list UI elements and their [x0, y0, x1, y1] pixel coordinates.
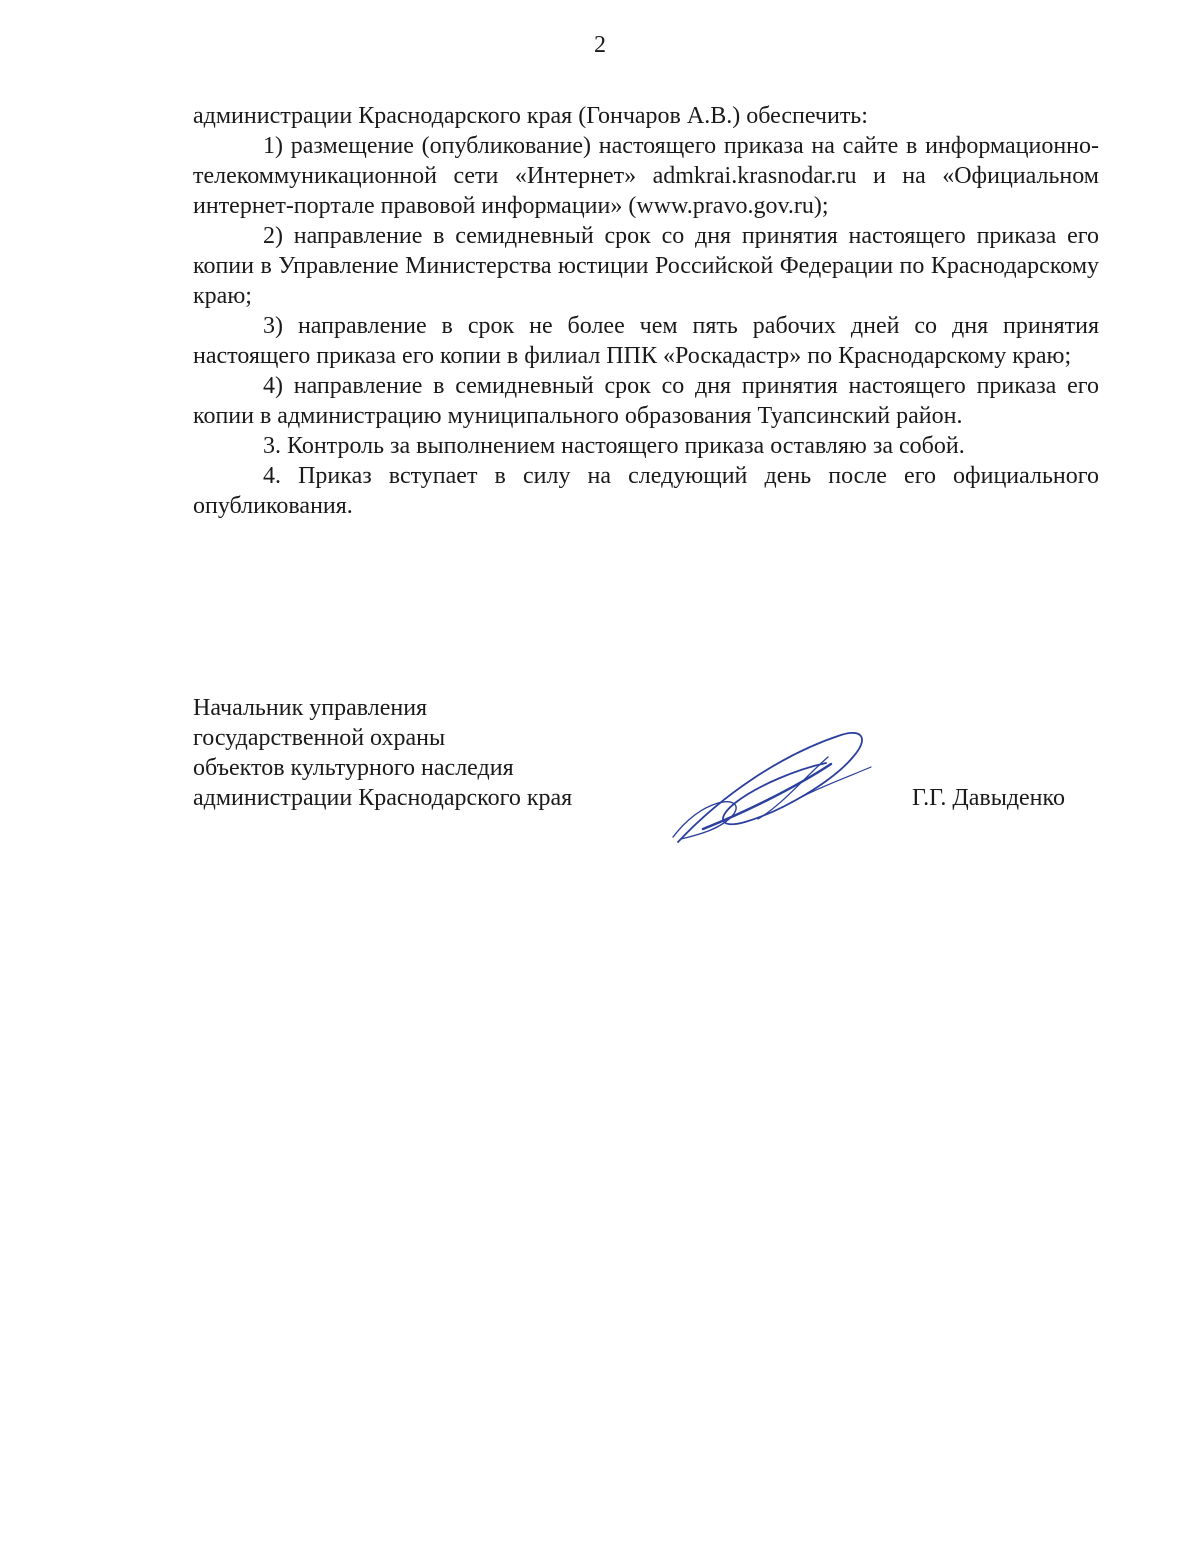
handwritten-signature — [663, 709, 873, 849]
signer-position-line: администрации Краснодарского края — [193, 785, 573, 811]
page-number: 2 — [594, 32, 606, 58]
paragraph-item-3: 3) направление в срок не более чем пять рабочих дней со дня принятия настоящего приказа его копии в филиал ППК «Роскадастр» по Краснодарскому краю; — [193, 313, 1099, 369]
signature-block — [193, 693, 1099, 863]
document-body — [193, 101, 1099, 521]
paragraph-item-2: 2) направление в семидневный срок со дня принятия настоящего приказа его копии в Управление Министерства юстиции Российской Федерации по Краснодарскому краю; — [193, 223, 1099, 309]
signer-name: Г.Г. Давыденко — [912, 785, 1065, 811]
paragraph-item-4: 4) направление в семидневный срок со дня принятия настоящего приказа его копии в администрацию муниципального образования Туапсинский район. — [193, 373, 1099, 429]
signer-position-line: Начальник управления — [193, 695, 428, 721]
paragraph-clause-4: 4. Приказ вступает в силу на следующий день после его официального опубликования. — [193, 463, 1099, 519]
signer-position-line: государственной охраны — [193, 725, 446, 751]
paragraph-item-1: 1) размещение (опубликование) настоящего приказа на сайте в информационно-телекоммуникационной сети «Интернет» admkrai.krasnodar.ru и на «Официальном интернет-портале правовой информации» (www.pravo.gov.ru); — [193, 133, 1099, 219]
paragraph-clause-3: 3. Контроль за выполнением настоящего приказа оставляю за собой. — [263, 433, 965, 459]
signer-position-line: объектов культурного наследия — [193, 755, 514, 781]
paragraph-continuation: администрации Краснодарского края (Гончаров А.В.) обеспечить: — [193, 103, 868, 129]
